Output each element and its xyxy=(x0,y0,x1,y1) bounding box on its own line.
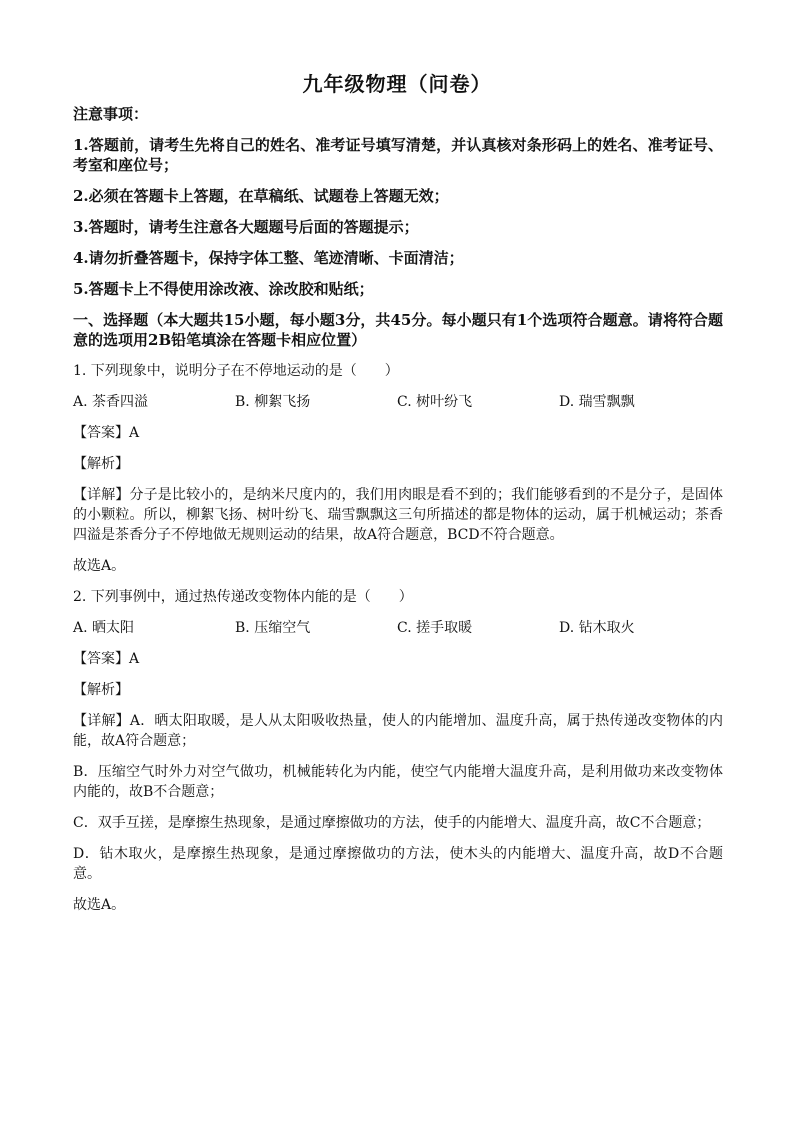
q1-option-b: B. 柳絮飞扬 xyxy=(235,394,311,410)
notice-item-5: 5.答题卡上不得使用涂改液、涂改胶和贴纸； xyxy=(73,280,374,298)
notice-heading: 注意事项： xyxy=(73,105,149,123)
q1-analysis: 【解析】 xyxy=(73,456,129,472)
q1-option-c: C. 树叶纷飞 xyxy=(397,394,473,410)
question-1-options xyxy=(73,392,723,412)
q2-option-c: C. 搓手取暖 xyxy=(397,620,473,636)
notice-item-4: 4.请勿折叠答题卡，保持字体工整、笔迹清晰、卡面清洁； xyxy=(73,249,464,267)
page-title: 九年级物理（问卷） xyxy=(302,72,492,96)
section-heading: 一、选择题（本大题共15小题，每小题3分，共45分。每小题只有1个选项符合题意。请将符合题意的选项用2B铅笔填涂在答题卡相应位置） xyxy=(73,311,723,349)
q1-option-a: A. 茶香四溢 xyxy=(73,394,149,410)
q2-detail-b: B．压缩空气时外力对空气做功，机械能转化为内能，使空气内能增大温度升高，是利用做功来改变物体内能的，故B不合题意； xyxy=(73,764,723,800)
q1-detail: 【详解】分子是比较小的，是纳米尺度内的，我们用肉眼是看不到的；我们能够看到的不是分子，是固体的小颗粒。所以，柳絮飞扬、树叶纷飞、瑞雪飘飘这三句所描述的都是物体的运动，属于机械运动；茶香四溢是茶香分子不停地做无规则运动的结果，故A符合题意，BCD不符合题意。 xyxy=(73,487,723,543)
notice-item-2: 2.必须在答题卡上答题，在草稿纸、试题卷上答题无效； xyxy=(73,187,449,205)
q2-detail-c: C．双手互搓，是摩擦生热现象，是通过摩擦做功的方法，使手的内能增大、温度升高，故C不合题意； xyxy=(73,815,711,831)
q1-conclusion: 故选A。 xyxy=(73,558,126,574)
q2-detail-a: 【详解】A．晒太阳取暖，是人从太阳吸收热量，使人的内能增加、温度升高，属于热传递改变物体的内能，故A符合题意； xyxy=(73,713,723,749)
q2-analysis: 【解析】 xyxy=(73,682,129,698)
question-1-stem: 1. 下列现象中，说明分子在不停地运动的是（ ） xyxy=(73,363,399,379)
q2-answer: 【答案】A xyxy=(73,651,140,667)
q2-conclusion: 故选A。 xyxy=(73,897,126,913)
notice-item-1: 1.答题前，请考生先将自己的姓名、准考证号填写清楚，并认真核对条形码上的姓名、准考证号、考室和座位号； xyxy=(73,136,723,174)
q2-option-a: A. 晒太阳 xyxy=(73,620,135,636)
question-2-stem: 2. 下列事例中，通过热传递改变物体内能的是（ ） xyxy=(73,589,413,605)
q2-option-b: B. 压缩空气 xyxy=(235,620,311,636)
notice-item-3: 3.答题时，请考生注意各大题题号后面的答题提示； xyxy=(73,218,419,236)
page-content xyxy=(73,104,723,926)
q1-option-d: D. 瑞雪飘飘 xyxy=(559,394,635,410)
question-2-options xyxy=(73,618,723,638)
q1-answer: 【答案】A xyxy=(73,425,140,441)
q2-option-d: D. 钻木取火 xyxy=(559,620,635,636)
q2-detail-d: D．钻木取火，是摩擦生热现象，是通过摩擦做功的方法，使木头的内能增大、温度升高，故D不合题意。 xyxy=(73,846,723,882)
